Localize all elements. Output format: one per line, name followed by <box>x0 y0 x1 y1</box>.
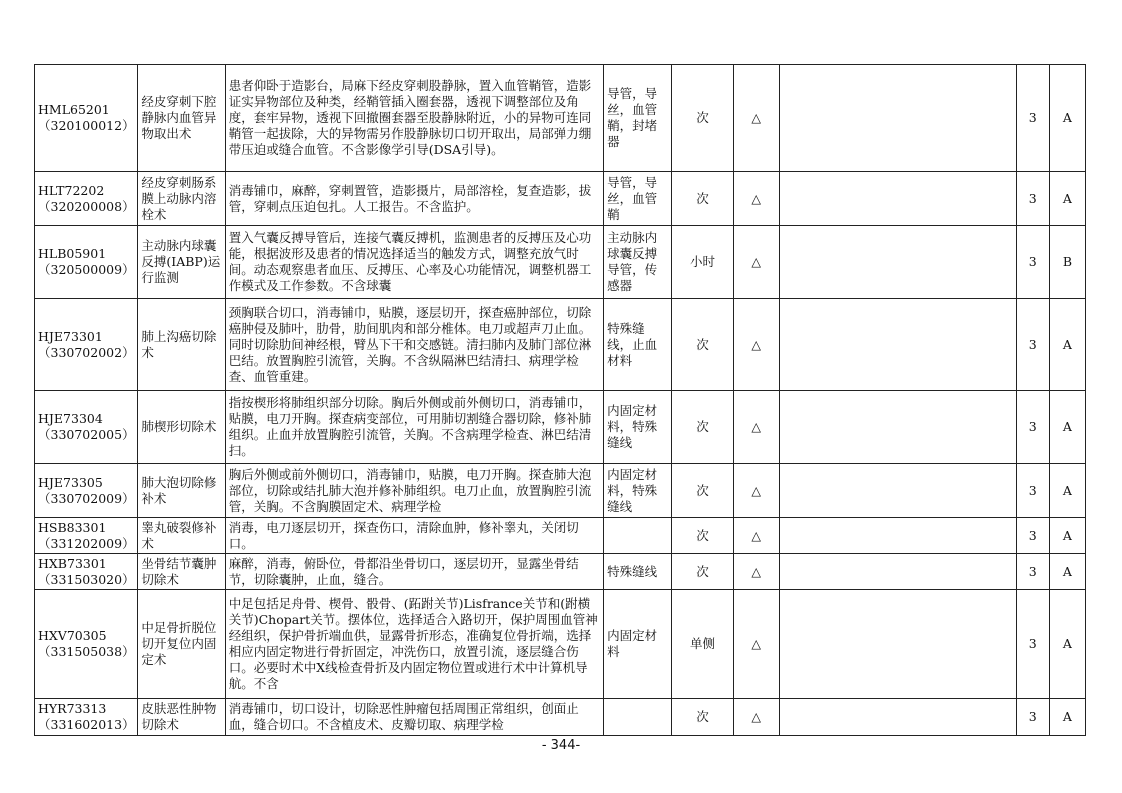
item-code <box>35 172 138 226</box>
item-material <box>604 464 672 518</box>
item-unit-text: 次 <box>696 527 709 543</box>
item-name-text: 中足骨折脱位切开复位内固定术 <box>141 620 217 667</box>
item-mark-text: △ <box>751 110 762 125</box>
item-unit <box>672 554 733 590</box>
item-content <box>225 172 603 226</box>
item-code <box>35 226 138 299</box>
item-name <box>138 518 225 554</box>
item-code-primary: HXV70305 <box>38 628 107 643</box>
item-content <box>225 464 603 518</box>
item-material-text: 导管，导丝，血管鞘，封堵器 <box>607 86 658 149</box>
item-note <box>779 65 1016 172</box>
item-number <box>1016 65 1049 172</box>
item-name-text: 坐骨结节囊肿切除术 <box>141 555 217 587</box>
item-note <box>779 518 1016 554</box>
item-mark <box>733 590 779 699</box>
item-name <box>138 699 225 736</box>
pricing-table <box>34 64 1086 736</box>
item-content <box>225 699 603 736</box>
item-content-text: 消毒，电刀逐层切开，探查伤口，清除血肿，修补睾丸，关闭切口。 <box>228 519 579 551</box>
item-grade <box>1049 590 1085 699</box>
item-grade <box>1049 299 1085 391</box>
item-number <box>1016 226 1049 299</box>
item-content-text: 胸后外侧或前外侧切口，消毒铺巾，贴膜，电刀开胸。探查肺大泡部位，切除或结扎肺大泡并修补肺组织。电刀止血，放置胸腔引流管，关胸。不含胸膜固定术、病理学检 <box>228 466 592 514</box>
item-content-text: 消毒铺巾，麻醉，穿刺置管，造影摄片，局部溶栓，复查造影，拔管，穿刺点压迫包扎。人工报告。不含监护。 <box>228 182 592 214</box>
item-grade <box>1049 172 1085 226</box>
item-code-secondary: （330702002） <box>38 344 135 360</box>
item-unit <box>672 699 733 736</box>
item-grade-text: A <box>1062 482 1072 498</box>
item-note <box>779 299 1016 391</box>
item-code-secondary: （331602013） <box>38 717 135 732</box>
item-code <box>35 391 138 464</box>
item-material <box>604 554 672 590</box>
item-grade <box>1049 699 1085 736</box>
item-number <box>1016 464 1049 518</box>
item-grade <box>1049 391 1085 464</box>
item-grade-text: A <box>1062 419 1072 434</box>
item-material-text: 特殊缝线，止血材料 <box>607 320 658 368</box>
item-mark-text: △ <box>751 563 762 579</box>
item-content-text: 指按楔形将肺组织部分切除。胸后外侧或前外侧切口，消毒铺巾，贴膜，电刀开胸。探查病变部位，可用肺切割缝合器切除，修补肺组织。止血并放置胸腔引流管，关胸。不含病理学检查、淋巴结清扫。 <box>228 395 592 458</box>
item-content <box>225 226 603 299</box>
item-note <box>779 554 1016 590</box>
item-unit-text: 单侧 <box>690 636 716 651</box>
item-material <box>604 172 672 226</box>
item-material <box>604 65 672 172</box>
item-content-text: 消毒铺巾，切口设计，切除恶性肿瘤包括周围正常组织，创面止血，缝合切口。不含植皮术、皮瓣切取、病理学检 <box>228 701 579 732</box>
item-number-text: 3 <box>1028 527 1037 543</box>
item-number-text: 3 <box>1028 190 1037 206</box>
item-grade <box>1049 226 1085 299</box>
item-mark <box>733 464 779 518</box>
item-mark <box>733 65 779 172</box>
item-content <box>225 518 603 554</box>
item-grade-text: A <box>1062 336 1072 352</box>
item-grade <box>1049 464 1085 518</box>
item-mark-text: △ <box>751 482 762 498</box>
item-code-primary: HYR73313 <box>38 701 107 716</box>
item-mark-text: △ <box>751 254 762 269</box>
item-material-text: 内固定材料，特殊缝线 <box>607 403 658 450</box>
table-row <box>35 299 1086 391</box>
item-mark-text: △ <box>751 527 762 543</box>
item-mark <box>733 226 779 299</box>
item-number <box>1016 699 1049 736</box>
item-code <box>35 699 138 736</box>
item-unit-text: 次 <box>696 419 709 434</box>
item-code-secondary: （320200008） <box>38 198 135 214</box>
item-content-text: 中足包括足舟骨、楔骨、骰骨、(跖跗关节)Lisfrance关节和(跗横关节)Chopart关节。摆体位，选择适合入路切开，保护周围血管神经组织，保护骨折端血供，显露骨折形态，准确复位骨折端，选择相应内固定物进行骨折固定，冲洗伤口，放置引流，逐层缝合伤口。必要时术中X线检查骨折及内固定物位置或进行术中计算机导航。不含 <box>228 596 598 691</box>
item-name <box>138 299 225 391</box>
item-grade-text: A <box>1062 709 1072 724</box>
item-name-text: 肺上沟癌切除术 <box>141 328 217 360</box>
item-code <box>35 518 138 554</box>
item-code-secondary: （320500009） <box>38 262 135 277</box>
item-name-text: 睾丸破裂修补术 <box>141 519 217 551</box>
item-number <box>1016 518 1049 554</box>
item-grade-text: A <box>1062 110 1072 125</box>
item-unit-text: 次 <box>696 190 709 206</box>
item-material <box>604 518 672 554</box>
item-name-text: 经皮穿刺肠系膜上动脉内溶栓术 <box>141 174 217 222</box>
item-unit-text: 次 <box>696 336 709 352</box>
item-code-primary: HLB05901 <box>38 246 107 261</box>
table-row <box>35 518 1086 554</box>
item-number <box>1016 299 1049 391</box>
item-grade-text: A <box>1062 636 1072 651</box>
item-code-secondary: （320100012） <box>38 118 135 133</box>
item-mark <box>733 554 779 590</box>
item-name-text: 皮肤恶性肿物切除术 <box>141 701 217 732</box>
item-material-text: 主动脉内球囊反搏导管，传感器 <box>607 230 658 293</box>
item-mark <box>733 391 779 464</box>
item-code-secondary: （331503020） <box>38 571 135 587</box>
item-number <box>1016 554 1049 590</box>
item-mark-text: △ <box>751 336 762 352</box>
item-note <box>779 464 1016 518</box>
item-number-text: 3 <box>1028 336 1037 352</box>
item-mark-text: △ <box>751 636 762 651</box>
item-name <box>138 464 225 518</box>
item-mark-text: △ <box>751 190 762 206</box>
item-note <box>779 172 1016 226</box>
item-content-text: 患者仰卧于造影台，局麻下经皮穿刺股静脉，置入血管鞘管，造影证实异物部位及种类，经鞘管插入圈套器，透视下调整部位及角度，套牢异物，透视下回撤圈套器至股静脉附近，小的异物可连同鞘管一起拔除，大的异物需另作股静脉切口切开取出，局部弹力绷带压迫或缝合血管。不含影像学引导(DSA引导)。 <box>228 78 592 157</box>
item-mark <box>733 518 779 554</box>
item-name-text: 肺楔形切除术 <box>141 419 217 434</box>
table-row <box>35 699 1086 736</box>
item-content-text: 置入气囊反搏导管后，连接气囊反搏机，监测患者的反搏压及心功能，根据波形及患者的情况选择适当的触发方式，调整充放气时间。动态观察患者血压、反搏压、心率及心功能情况，调整机器工作模式及工作参数。不含球囊 <box>228 230 592 293</box>
item-grade <box>1049 518 1085 554</box>
item-material-text: 内固定材料，特殊缝线 <box>607 466 658 514</box>
item-mark <box>733 172 779 226</box>
item-grade <box>1049 554 1085 590</box>
item-content-text: 麻醉，消毒，俯卧位，骨都沿坐骨切口，逐层切开，显露坐骨结节，切除囊肿，止血，缝合。 <box>228 555 579 587</box>
item-code-primary: HLT72202 <box>38 182 105 198</box>
item-unit <box>672 590 733 699</box>
item-number-text: 3 <box>1028 419 1037 434</box>
item-material <box>604 699 672 736</box>
table-row <box>35 391 1086 464</box>
item-code-primary: HSB83301 <box>38 519 107 535</box>
table-row <box>35 464 1086 518</box>
item-code <box>35 299 138 391</box>
item-code <box>35 464 138 518</box>
item-number-text: 3 <box>1028 482 1037 498</box>
table-row <box>35 226 1086 299</box>
item-content <box>225 391 603 464</box>
item-unit <box>672 172 733 226</box>
item-content <box>225 554 603 590</box>
item-unit <box>672 391 733 464</box>
item-name <box>138 172 225 226</box>
item-unit-text: 小时 <box>690 254 716 269</box>
item-unit-text: 次 <box>696 563 709 579</box>
item-code <box>35 554 138 590</box>
item-unit <box>672 299 733 391</box>
item-code-primary: HML65201 <box>38 102 110 117</box>
item-name <box>138 226 225 299</box>
item-name <box>138 590 225 699</box>
item-unit <box>672 518 733 554</box>
item-number-text: 3 <box>1028 636 1037 651</box>
item-code-secondary: （330702005） <box>38 427 135 442</box>
item-mark-text: △ <box>751 419 762 434</box>
item-unit <box>672 65 733 172</box>
item-note <box>779 226 1016 299</box>
item-name-text: 主动脉内球囊反搏(IABP)运行监测 <box>141 238 221 285</box>
item-unit-text: 次 <box>696 110 709 125</box>
item-code-primary: HXB73301 <box>38 555 107 571</box>
table-row <box>35 554 1086 590</box>
item-number <box>1016 172 1049 226</box>
table-row <box>35 590 1086 699</box>
item-note <box>779 391 1016 464</box>
item-name <box>138 65 225 172</box>
item-content-text: 颈胸联合切口，消毒铺巾，贴膜，逐层切开，探查癌肿部位，切除癌肿侵及肺叶，肋骨，肋间肌肉和部分椎体。电刀或超声刀止血。同时切除肋间神经根，臂丛下干和交感链。清扫肺内及肺门部位淋巴结。放置胸腔引流管，关胸。不含纵隔淋巴结清扫、病理学检查、血管重建。 <box>228 304 592 384</box>
item-name <box>138 391 225 464</box>
item-number-text: 3 <box>1028 110 1037 125</box>
item-grade-text: A <box>1062 563 1072 579</box>
item-code-secondary: （330702009） <box>38 490 135 506</box>
item-code-primary: HJE73301 <box>38 328 103 344</box>
item-material-text: 导管，导丝，血管鞘 <box>607 174 658 222</box>
item-code-primary: HJE73305 <box>38 474 103 490</box>
item-material <box>604 391 672 464</box>
item-material-text: 内固定材料 <box>607 628 658 659</box>
item-material <box>604 299 672 391</box>
item-unit-text: 次 <box>696 482 709 498</box>
item-grade-text: A <box>1062 527 1072 543</box>
item-number <box>1016 391 1049 464</box>
item-unit <box>672 226 733 299</box>
page-number: - 344- <box>541 738 581 753</box>
item-mark <box>733 699 779 736</box>
item-material <box>604 226 672 299</box>
item-material <box>604 590 672 699</box>
item-name-text: 经皮穿刺下腔静脉内血管异物取出术 <box>141 94 217 141</box>
item-mark-text: △ <box>751 709 762 724</box>
item-unit-text: 次 <box>696 709 709 724</box>
item-grade-text: A <box>1062 190 1072 206</box>
item-number <box>1016 590 1049 699</box>
item-code-secondary: （331202009） <box>38 535 135 551</box>
item-code <box>35 65 138 172</box>
item-note <box>779 699 1016 736</box>
item-code <box>35 590 138 699</box>
item-grade-text: B <box>1062 254 1072 269</box>
item-number-text: 3 <box>1028 709 1037 724</box>
item-code-secondary: （331505038） <box>38 644 135 659</box>
item-content <box>225 65 603 172</box>
item-name-text: 肺大泡切除修补术 <box>141 474 217 506</box>
item-note <box>779 590 1016 699</box>
item-mark <box>733 299 779 391</box>
item-number-text: 3 <box>1028 563 1037 579</box>
item-unit <box>672 464 733 518</box>
item-grade <box>1049 65 1085 172</box>
item-material-text: 特殊缝线 <box>607 563 658 579</box>
item-number-text: 3 <box>1028 254 1037 269</box>
table-row <box>35 172 1086 226</box>
item-name <box>138 554 225 590</box>
table-row <box>35 65 1086 172</box>
item-content <box>225 590 603 699</box>
item-code-primary: HJE73304 <box>38 411 103 426</box>
item-content <box>225 299 603 391</box>
